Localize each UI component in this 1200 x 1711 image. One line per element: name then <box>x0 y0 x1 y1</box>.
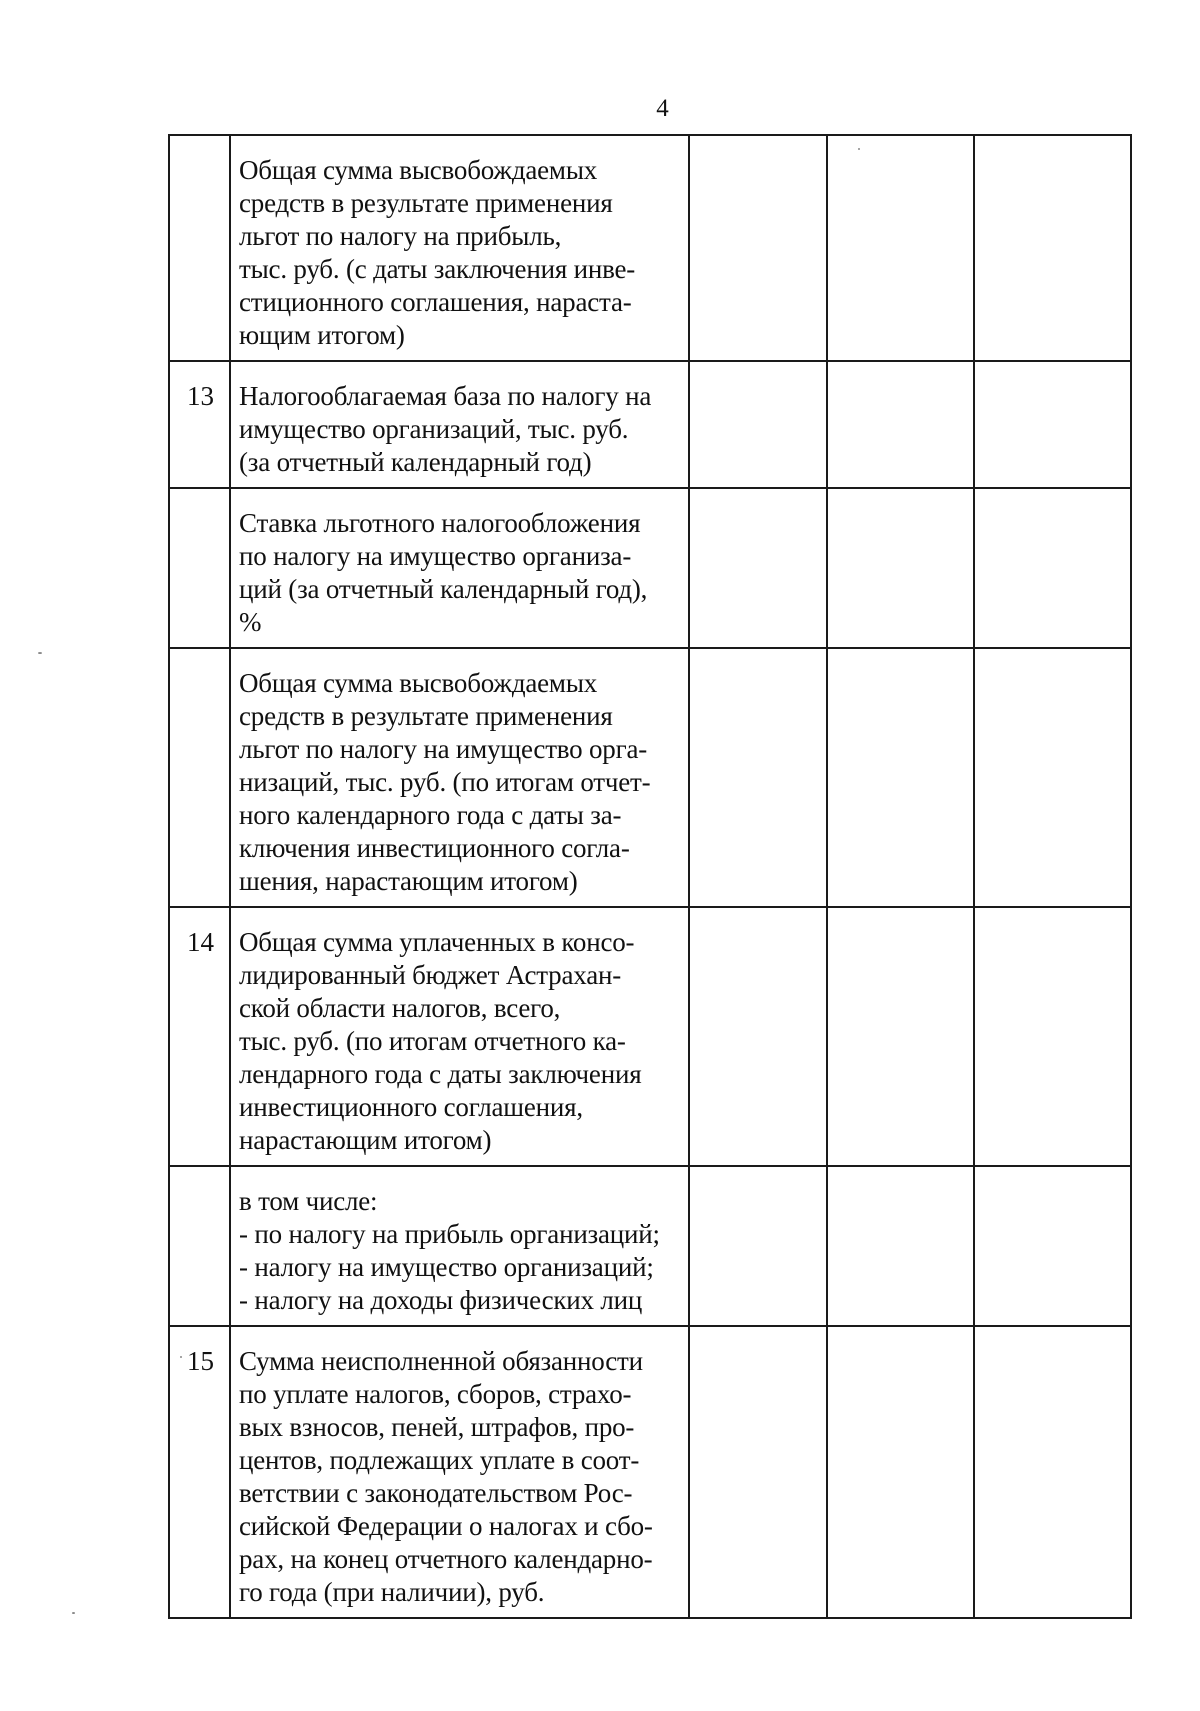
table-row <box>169 135 1131 361</box>
value-cell <box>974 1166 1131 1326</box>
indicator-description: Общая сумма высвобождаемых средств в результате применения льгот по налогу на прибыль, тыс. руб. (с даты заключения инве- стиционного соглашения, нараста- ющим итогом) <box>230 135 689 361</box>
indicator-description: в том числе: - по налогу на прибыль организаций; - налогу на имущество организаций; - налогу на доходы физических лиц <box>230 1166 689 1326</box>
value-cell <box>827 135 974 361</box>
value-cell <box>689 648 827 907</box>
table-row <box>169 907 1131 1166</box>
scan-speck <box>858 148 860 150</box>
scan-speck <box>180 1356 182 1358</box>
table-row <box>169 488 1131 648</box>
indicator-description: Общая сумма уплаченных в консо- лидированный бюджет Астрахан- ской области налогов, всего, тыс. руб. (по итогам отчетного ка- лендарного года с даты заключения инвестиционного соглашения, нарастающим итогом) <box>230 907 689 1166</box>
value-cell <box>689 907 827 1166</box>
value-cell <box>974 361 1131 488</box>
value-cell <box>827 1166 974 1326</box>
value-cell <box>974 1326 1131 1618</box>
row-number-cell: 14 <box>169 907 230 1166</box>
table-row <box>169 648 1131 907</box>
value-cell <box>689 1326 827 1618</box>
table-row <box>169 1166 1131 1326</box>
table-row <box>169 361 1131 488</box>
indicator-description: Налогооблагаемая база по налогу на имущество организаций, тыс. руб. (за отчетный календарный год) <box>230 361 689 488</box>
row-number-cell <box>169 1166 230 1326</box>
indicator-description: Сумма неисполненной обязанности по уплате налогов, сборов, страхо- вых взносов, пеней, штрафов, про- центов, подлежащих уплате в соот- ветствии с законодательством Рос- сийской Федерации о налогах и сбо- рах, на конец отчетного календарно- го года (при наличии), руб. <box>230 1326 689 1618</box>
value-cell <box>689 488 827 648</box>
row-number-cell: 15 <box>169 1326 230 1618</box>
value-cell <box>974 135 1131 361</box>
row-number-cell: 13 <box>169 361 230 488</box>
table-row <box>169 1326 1131 1618</box>
value-cell <box>689 1166 827 1326</box>
value-cell <box>827 1326 974 1618</box>
value-cell <box>827 907 974 1166</box>
scan-speck <box>38 652 42 654</box>
indicator-description: Общая сумма высвобождаемых средств в результате применения льгот по налогу на имущество орга- низаций, тыс. руб. (по итогам отчет- ного календарного года с даты за- ключения инвестиционного согла- шения, нарастающим итогом) <box>230 648 689 907</box>
value-cell <box>974 488 1131 648</box>
page-number-text: 4 <box>656 95 669 122</box>
page-number <box>0 96 1200 121</box>
value-cell <box>827 648 974 907</box>
value-cell <box>827 361 974 488</box>
value-cell <box>974 907 1131 1166</box>
value-cell <box>827 488 974 648</box>
value-cell <box>974 648 1131 907</box>
row-number-cell <box>169 135 230 361</box>
indicators-table <box>168 134 1132 1619</box>
scan-speck <box>72 1612 75 1614</box>
row-number-cell <box>169 488 230 648</box>
value-cell <box>689 135 827 361</box>
row-number-cell <box>169 648 230 907</box>
value-cell <box>689 361 827 488</box>
indicator-description: Ставка льготного налогообложения по налогу на имущество организа- ций (за отчетный календарный год), % <box>230 488 689 648</box>
